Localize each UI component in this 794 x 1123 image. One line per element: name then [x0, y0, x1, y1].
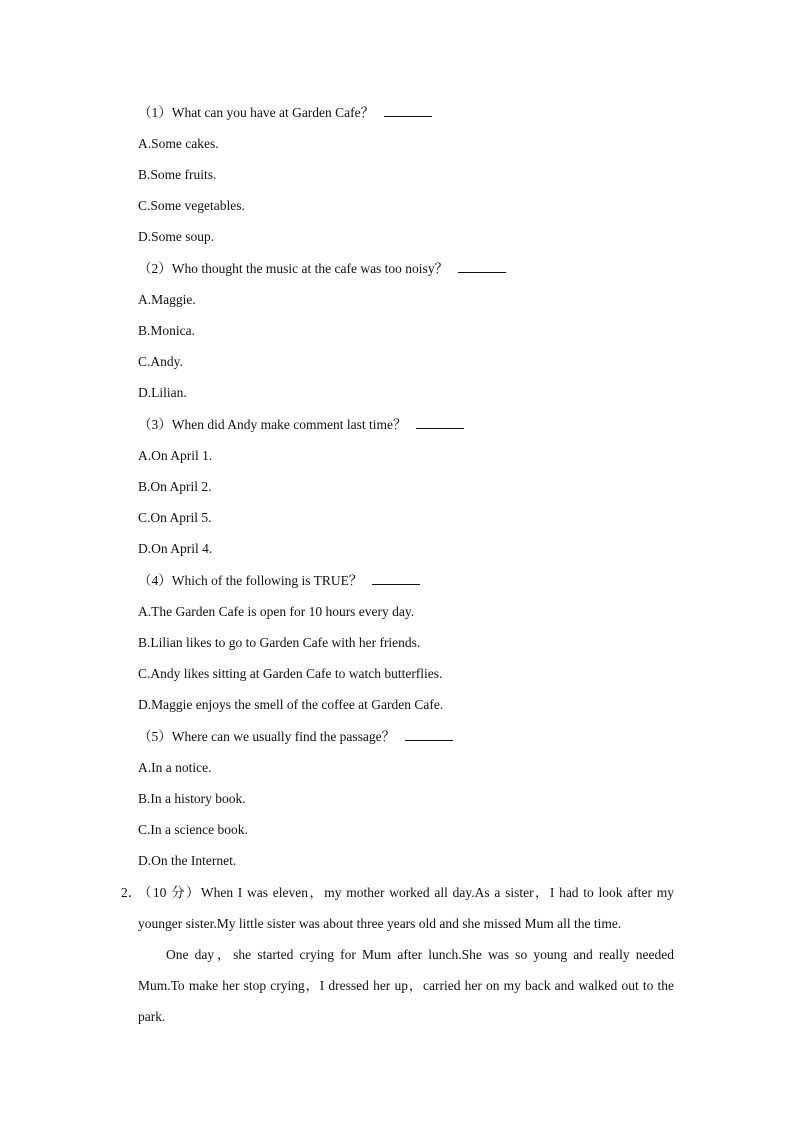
q4-option-d: D.Maggie enjoys the smell of the coffee at Garden Cafe.: [138, 697, 444, 712]
q2-option-c: C.Andy.: [138, 354, 183, 369]
answer-blank-5[interactable]: [405, 728, 453, 741]
q4-option-a: A.The Garden Cafe is open for 10 hours every day.: [138, 604, 415, 619]
passage-paragraph-2: One day，she started crying for Mum after lunch.She was so young and really needed Mum.To make her stop crying，I dressed her up，carried her on my back and walked out to the park.: [138, 947, 674, 1024]
q1-option-c: C.Some vegetables.: [138, 198, 245, 213]
q3-option-d: D.On April 4.: [138, 541, 213, 556]
question-5-text: （5）Where can we usually find the passage？: [138, 729, 396, 744]
q2-option-d: D.Lilian.: [138, 385, 187, 400]
q5-option-a: A.In a notice.: [138, 760, 212, 775]
q1-option-b: B.Some fruits.: [138, 167, 217, 182]
q5-option-d: D.On the Internet.: [138, 853, 237, 868]
answer-blank-1[interactable]: [384, 104, 432, 117]
q3-option-a: A.On April 1.: [138, 448, 213, 463]
section-2-number: 2．: [121, 885, 142, 900]
question-4-stem: [138, 572, 420, 590]
q1-option-a: A.Some cakes.: [138, 136, 219, 151]
question-1-text: （1）What can you have at Garden Cafe？: [138, 105, 375, 120]
question-3-text: （3）When did Andy make comment last time？: [138, 417, 407, 432]
q4-option-b: B.Lilian likes to go to Garden Cafe with her friends.: [138, 635, 421, 650]
section-2-passage: [138, 877, 674, 1032]
question-1-stem: [138, 104, 432, 122]
q5-option-c: C.In a science book.: [138, 822, 248, 837]
answer-blank-4[interactable]: [372, 572, 420, 585]
q1-option-d: D.Some soup.: [138, 229, 215, 244]
passage-paragraph-1: （10 分）When I was eleven，my mother worked all day.As a sister，I had to look after my younger sister.My little sister was about three years old and she missed Mum all the time.: [138, 885, 674, 931]
question-3-stem: [138, 416, 464, 434]
question-5-stem: [138, 728, 453, 746]
answer-blank-2[interactable]: [458, 260, 506, 273]
q3-option-b: B.On April 2.: [138, 479, 212, 494]
q5-option-b: B.In a history book.: [138, 791, 246, 806]
q4-option-c: C.Andy likes sitting at Garden Cafe to watch butterflies.: [138, 666, 443, 681]
answer-blank-3[interactable]: [416, 416, 464, 429]
q3-option-c: C.On April 5.: [138, 510, 212, 525]
question-2-text: （2）Who thought the music at the cafe was too noisy？: [138, 261, 449, 276]
q2-option-a: A.Maggie.: [138, 292, 196, 307]
question-2-stem: [138, 260, 506, 278]
question-4-text: （4）Which of the following is TRUE？: [138, 573, 363, 588]
q2-option-b: B.Monica.: [138, 323, 195, 338]
